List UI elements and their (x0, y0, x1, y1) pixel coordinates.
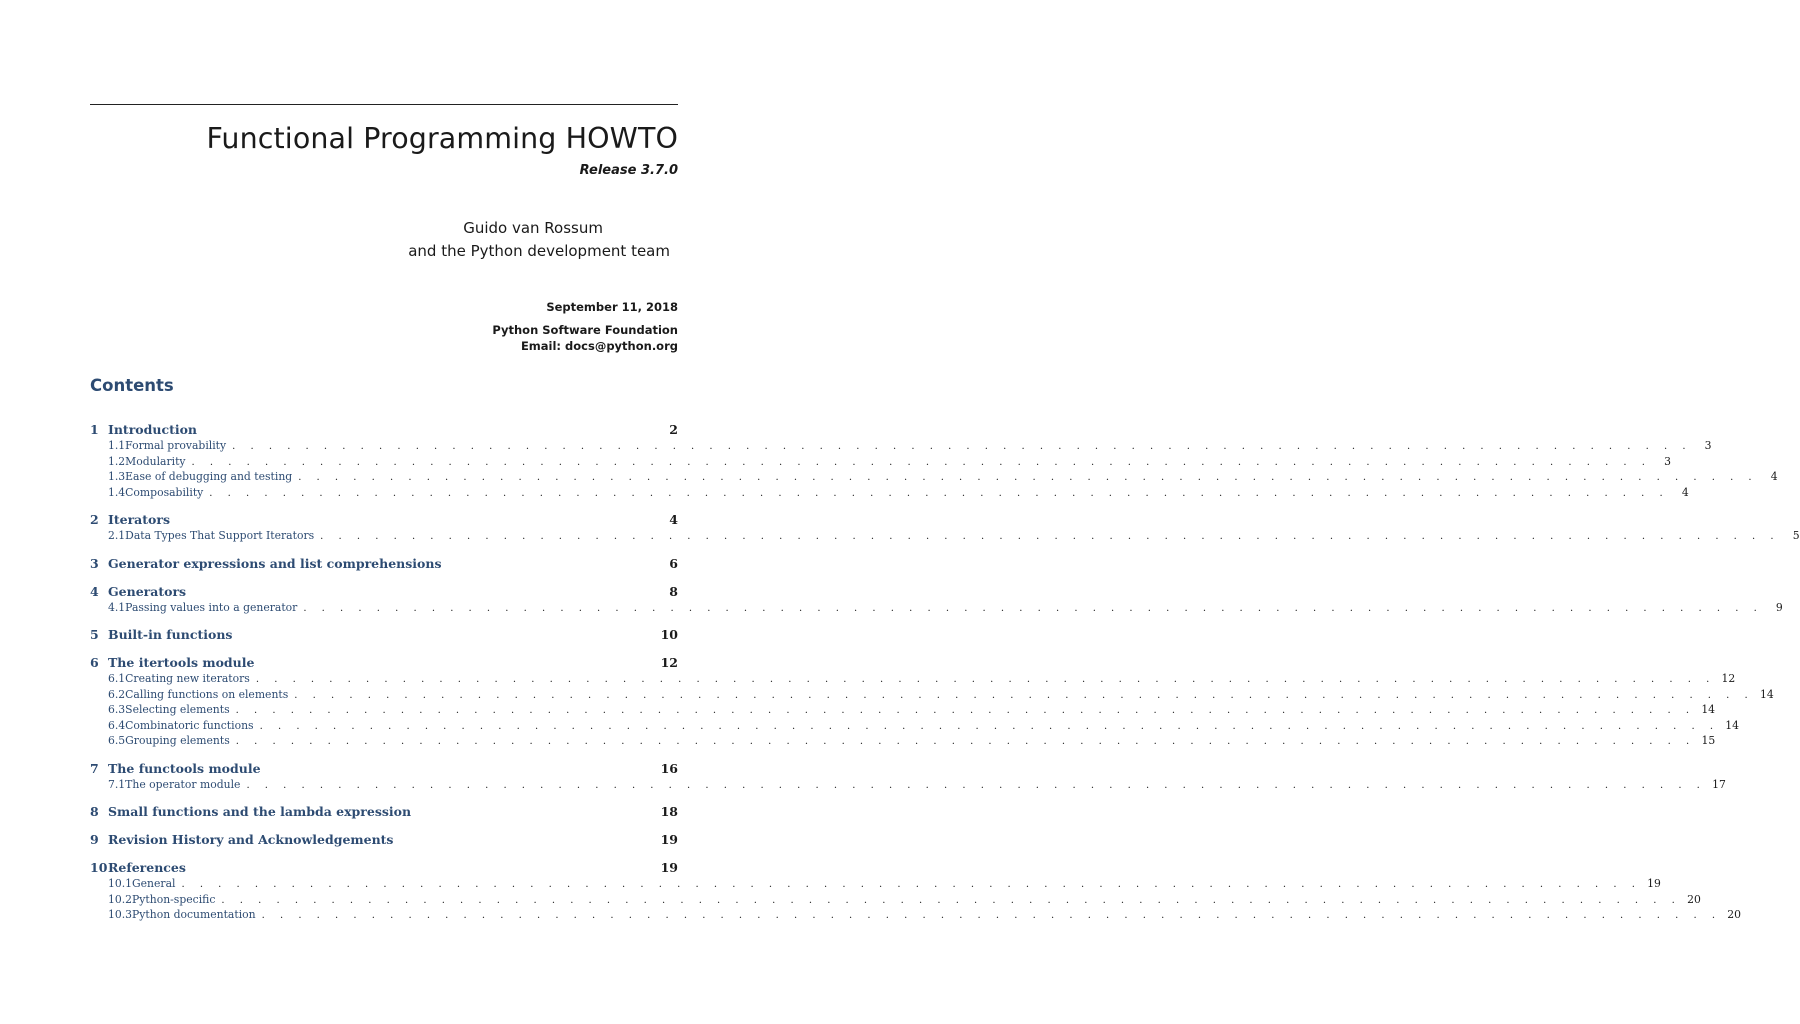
toc-page-number: 14 (1759, 687, 1774, 701)
author-team: and the Python development team (408, 242, 670, 260)
toc-page-number: 12 (1721, 672, 1736, 685)
toc-subsection-title[interactable]: The operator module (125, 777, 241, 791)
toc-section-link[interactable] (90, 627, 678, 644)
toc-page-number: 17 (1712, 777, 1726, 791)
toc-subsection-title[interactable]: Selecting elements (125, 703, 230, 716)
toc-page-number: 4 (669, 512, 678, 527)
toc-section (90, 627, 678, 644)
contents-heading: Contents (90, 376, 174, 395)
toc-page-number: 12 (660, 655, 678, 670)
organization: Python Software Foundation (492, 323, 678, 337)
toc-page-number: 2 (669, 422, 678, 437)
toc-section-link[interactable] (90, 761, 678, 778)
dot-leader: . . . . . . . . . . . . . . . . . . . . . . . . . . . . . . . . . . . . . . . . . . . . . . . . . . . . . . . . . . . . . . . . . . . . . . . . . . . . . . . . (221, 894, 1681, 906)
title-rule (90, 104, 678, 105)
toc-page-number: 9 (1775, 600, 1783, 614)
toc-section-number: 3 (90, 555, 99, 571)
dot-leader: . . . . . . . . . . . . . . . . . . . . . . . . . . . . . . . . . . . . . . . . . . . . . . . . . . . . . . . . . . . . . . . . . . . . . . . . . . . . . . . . (255, 674, 1716, 685)
toc-subsection-link[interactable] (90, 529, 1800, 545)
toc-subsection-number: 2.1 (108, 529, 126, 542)
toc-section-title[interactable]: Built-in functions (108, 627, 233, 642)
toc-subsection-number: 4.1 (108, 600, 126, 614)
toc-section-link[interactable] (90, 422, 678, 439)
toc-page-number: 6 (669, 555, 678, 571)
toc-subsection-number: 6.2 (108, 687, 126, 701)
toc-subsection-title[interactable]: Formal provability (125, 439, 227, 452)
author-name: Guido van Rossum (463, 219, 603, 237)
toc-section (90, 422, 1778, 501)
toc-page-number: 8 (669, 583, 678, 599)
dot-leader: . . . . . . . . . . . . . . . . . . . . . . . . . . . . . . . . . . . . . . . . . . . . . . . . . . . . . . . . . . . . . . . . . . . . . . . . . . . . . . . . (259, 720, 1720, 732)
toc-subsection-title[interactable]: Creating new iterators (125, 672, 250, 685)
toc-section-number: 9 (90, 832, 99, 847)
toc-subsection-link[interactable] (90, 454, 1671, 471)
dot-leader: . . . . . . . . . . . . . . . . . . . . . . . . . . . . . . . . . . . . . . . . . . . . . . . . . . . . . . . . . . . . . . . . . . . . . . . . . . . . . . . . (261, 910, 1722, 921)
toc-page-number: 15 (1701, 734, 1716, 747)
toc-subsection-number: 10.2 (108, 892, 133, 906)
toc-section (90, 804, 678, 821)
release-label: Release 3.7.0 (579, 163, 678, 178)
toc-page-number: 14 (1701, 703, 1716, 716)
dot-leader: . . . . . . . . . . . . . . . . . . . . . . . . . . . . . . . . . . . . . . . . . . . . . . . . . . . . . . . . . . . . . . . . . . . . . . . . . . . . . . . . (303, 602, 1763, 614)
dot-leader: . . . . . . . . . . . . . . . . . . . . . . . . . . . . . . . . . . . . . . . . . . . . . . . . . . . . . . . . . . . . . . . . . . . . . . . . . . . . . . . . (246, 779, 1706, 791)
toc-subsection-number: 1.2 (108, 454, 126, 468)
toc-page-number: 14 (1725, 718, 1740, 732)
toc-subsection-number: 6.5 (108, 734, 126, 747)
toc-section-title[interactable]: Generator expressions and list comprehensions (108, 555, 442, 571)
toc-section-link[interactable] (90, 584, 678, 601)
toc-subsection-link[interactable] (90, 703, 1716, 719)
toc-page-number: 19 (660, 832, 678, 847)
dot-leader: . . . . . . . . . . . . . . . . . . . . . . . . . . . . . . . . . . . . . . . . . . . . . . . . . . . . . . . . . . . . . . . . . . . . . . . . . . . . . . . . (235, 705, 1696, 716)
toc-section-number: 6 (90, 655, 99, 670)
toc-section-number: 4 (90, 583, 99, 599)
table-of-contents (90, 422, 1800, 935)
toc-subsection-link[interactable] (90, 687, 1774, 704)
toc-page-number: 10 (660, 627, 678, 642)
toc-page-number: 4 (1681, 485, 1689, 499)
dot-leader: . . . . . . . . . . . . . . . . . . . . . . . . . . . . . . . . . . . . . . . . . . . . . . . . . . . . . . . . . . . . . . . . . . . . . . . . . . . . . . . . (235, 736, 1696, 747)
toc-section-number: 2 (90, 512, 99, 527)
toc-subsection-title[interactable]: Composability (125, 485, 204, 499)
toc-subsection-link[interactable] (90, 718, 1740, 735)
toc-subsection-title[interactable]: Combinatoric functions (125, 718, 254, 732)
toc-page-number: 19 (1647, 877, 1661, 890)
toc-subsection-number: 10.3 (108, 908, 133, 921)
toc-subsection-link[interactable] (90, 734, 1716, 750)
toc-section-number: 5 (90, 627, 99, 642)
toc-section-link[interactable] (90, 860, 678, 877)
dot-leader: . . . . . . . . . . . . . . . . . . . . . . . . . . . . . . . . . . . . . . . . . . . . . . . . . . . . . . . . . . . . . . . . . . . . . . . . . . . . . . . . (209, 487, 1669, 499)
toc-section-link[interactable] (90, 832, 678, 849)
toc-subsection-title[interactable]: Ease of debugging and testing (125, 470, 293, 483)
toc-section-title[interactable]: The itertools module (108, 655, 255, 670)
toc-section-title[interactable]: Iterators (108, 512, 170, 527)
toc-section-number: 10 (90, 860, 108, 875)
dot-leader: . . . . . . . . . . . . . . . . . . . . . . . . . . . . . . . . . . . . . . . . . . . . . . . . . . . . . . . . . . . . . . . . . . . . . . . . . . . . . . . . (232, 441, 1692, 452)
toc-section (90, 760, 1726, 794)
toc-subsection-number: 1.1 (108, 439, 126, 452)
toc-section-title[interactable]: Revision History and Acknowledgements (108, 832, 394, 847)
toc-section-title[interactable]: Small functions and the lambda expression (108, 804, 412, 819)
toc-subsection-number: 1.4 (108, 485, 126, 499)
toc-subsection-link[interactable] (90, 892, 1701, 909)
toc-page-number: 20 (1727, 908, 1742, 921)
toc-section (90, 583, 1783, 617)
toc-section-number: 7 (90, 760, 99, 776)
toc-subsection-link[interactable] (90, 485, 1689, 502)
toc-subsection-number: 6.1 (108, 672, 126, 685)
toc-subsection-title[interactable]: Passing values into a generator (125, 600, 298, 614)
toc-page-number: 19 (660, 860, 678, 875)
toc-section-link[interactable] (90, 655, 678, 672)
dot-leader: . . . . . . . . . . . . . . . . . . . . . . . . . . . . . . . . . . . . . . . . . . . . . . . . . . . . . . . . . . . . . . . . . . . . . . . . . . . . . . . . (294, 689, 1754, 701)
toc-subsection-title[interactable]: Modularity (125, 454, 186, 468)
dot-leader: . . . . . . . . . . . . . . . . . . . . . . . . . . . . . . . . . . . . . . . . . . . . . . . . . . . . . . . . . . . . . . . . . . . . . . . . . . . . . . . . (181, 879, 1641, 890)
toc-subsection-link[interactable] (90, 600, 1783, 617)
dot-leader: . . . . . . . . . . . . . . . . . . . . . . . . . . . . . . . . . . . . . . . . . . . . . . . . . . . . . . . . . . . . . . . . . . . . . . . . . . . . . . . . (320, 531, 1780, 542)
toc-subsection-number: 1.3 (108, 470, 126, 483)
toc-page-number: 4 (1770, 470, 1778, 483)
toc-section-link[interactable] (90, 512, 678, 529)
dot-leader: . . . . . . . . . . . . . . . . . . . . . . . . . . . . . . . . . . . . . . . . . . . . . . . . . . . . . . . . . . . . . . . . . . . . . . . . . . . . . . . . (298, 472, 1758, 483)
toc-subsection-link[interactable] (90, 877, 1661, 893)
toc-subsection-link[interactable] (90, 672, 1736, 688)
toc-section-link[interactable] (90, 804, 678, 821)
toc-subsection-link[interactable] (90, 439, 1712, 455)
toc-page-number: 18 (660, 804, 678, 819)
toc-section (90, 556, 678, 573)
toc-subsection-title[interactable]: General (132, 877, 176, 890)
toc-subsection-title[interactable]: Calling functions on elements (125, 687, 289, 701)
toc-subsection-number: 7.1 (108, 777, 126, 791)
toc-section (90, 512, 1800, 545)
toc-subsection-link[interactable] (90, 470, 1778, 486)
toc-section-number: 8 (90, 804, 99, 819)
contact-email: Email: docs@python.org (520, 339, 678, 353)
toc-section-title[interactable]: Generators (108, 583, 187, 599)
toc-subsection-number: 6.4 (108, 718, 126, 732)
toc-page-number: 3 (1664, 454, 1671, 468)
toc-section-link[interactable] (90, 556, 678, 573)
toc-page-number: 16 (660, 760, 678, 776)
toc-page-number: 5 (1792, 529, 1800, 542)
toc-subsection-link[interactable] (90, 777, 1726, 794)
toc-section (90, 860, 1742, 924)
toc-subsection-title[interactable]: Python-specific (132, 892, 216, 906)
publication-date: September 11, 2018 (546, 300, 678, 314)
toc-section (90, 655, 1774, 750)
toc-section-title[interactable]: Introduction (108, 422, 198, 437)
toc-subsection-title[interactable]: Grouping elements (125, 734, 230, 747)
toc-subsection-title[interactable]: Data Types That Support Iterators (125, 529, 315, 542)
dot-leader: . . . . . . . . . . . . . . . . . . . . . . . . . . . . . . . . . . . . . . . . . . . . . . . . . . . . . . . . . . . . . . . . . . . . . . . . . . . . . . . . (191, 456, 1651, 468)
toc-subsection-number: 6.3 (108, 703, 126, 716)
toc-page-number: 3 (1704, 439, 1712, 452)
toc-section-title[interactable]: The functools module (108, 760, 261, 776)
document-title: Functional Programming HOWTO (206, 122, 678, 155)
toc-section-number: 1 (90, 422, 99, 437)
toc-subsection-link[interactable] (90, 908, 1742, 924)
toc-subsection-number: 10.1 (108, 877, 133, 890)
toc-subsection-title[interactable]: Python documentation (132, 908, 256, 921)
toc-page-number: 20 (1687, 892, 1701, 906)
toc-section-title[interactable]: References (108, 860, 186, 875)
toc-section (90, 832, 678, 849)
